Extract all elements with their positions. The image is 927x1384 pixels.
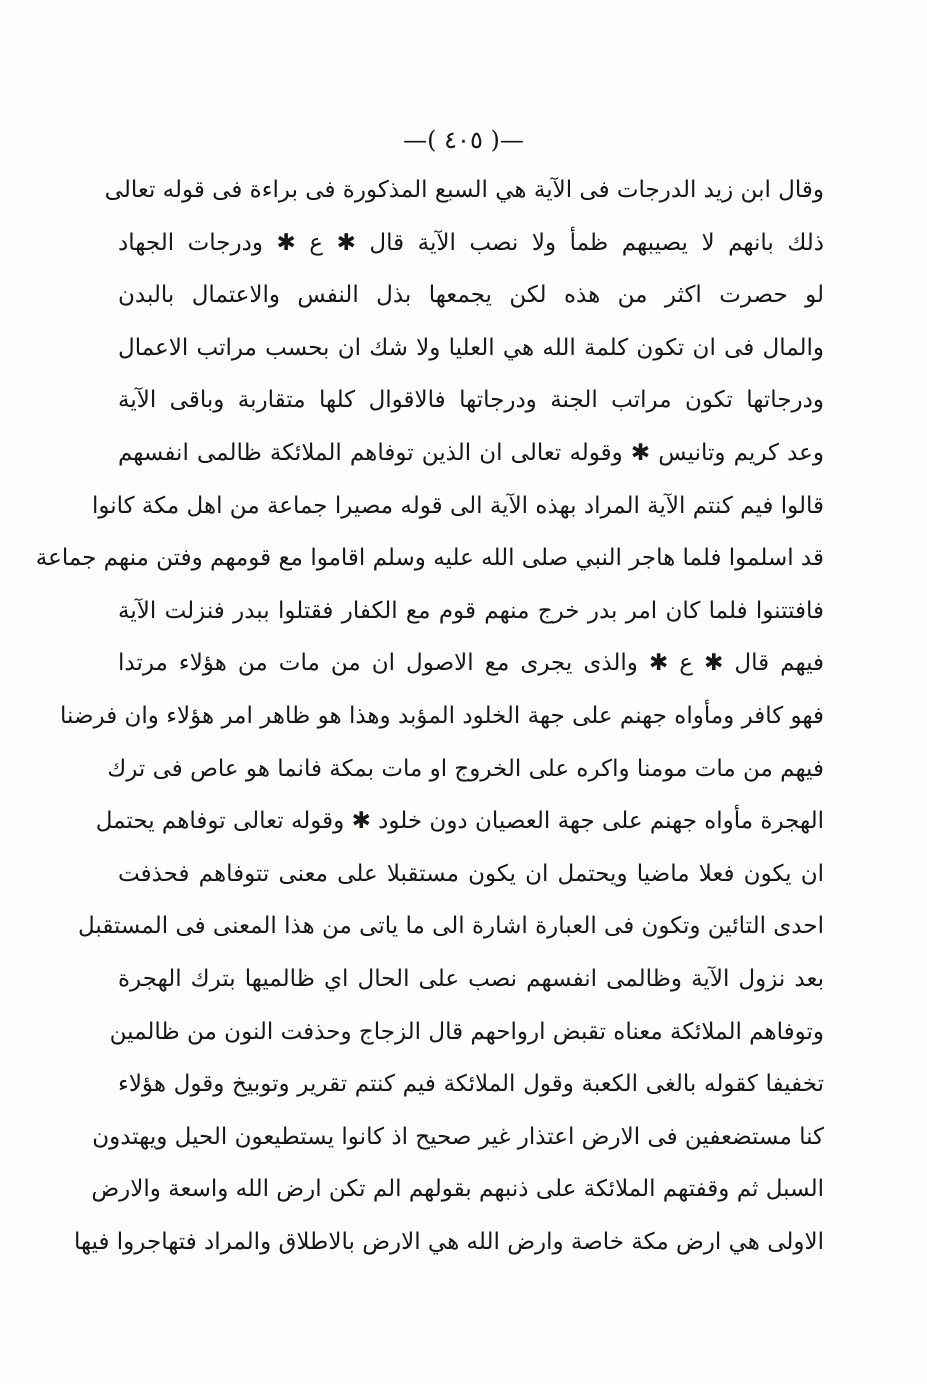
text-line: ذلك بانهم لا يصيبهم ظمأ ولا نصب الآية قال ✱ ع ✱ ودرجات الجهاد [118,229,824,256]
text-line: بعد نزول الآية وظالمى انفسهم نصب على الحال اي ظالميها بترك الهجرة [118,965,824,992]
text-line: قالوا فيم كنتم الآية المراد بهذه الآية الى قوله مصيرا جماعة من اهل مكة كانوا [91,492,824,519]
text-line: الاولى هي ارض مكة خاصة وارض الله هي الارض بالاطلاق والمراد فتهاجروا فيها [73,1228,824,1255]
text-line: لو حصرت اكثر من هذه لكن يجمعها بذل النفس والاعتمال بالبدن [118,282,824,309]
text-line: كنا مستضعفين فى الارض اعتذار غير صحيح اذ كانوا يستطيعون الحيل ويهتدون [92,1123,824,1150]
text-line: ودرجاتها تكون مراتب الجنة ودرجاتها فالاقوال كلها متقاربة وباقى الآية [118,387,824,414]
text-line: احدى التائين وتكون فى العبارة اشارة الى ما ياتى من هذا المعنى فى المستقبل [77,913,824,940]
text-line: وتوفاهم الملائكة معناه تقبض ارواحهم قال الزجاج وحذفت النون من ظالمين [109,1018,824,1045]
text-line: قد اسلموا فلما هاجر النبي صلى الله عليه وسلم اقاموا مع قومهم وفتن منهم جماعة [35,545,824,572]
text-line: فيهم من مات مومنا واكره على الخروج او مات بمكة فانما هو عاص فى ترك [107,755,824,782]
page-number: —( ٤٠٥ )— [403,126,524,154]
text-line: فيهم قال ✱ ع ✱ والذى يجرى مع الاصول ان من مات من هؤلاء مرتدا [118,650,824,677]
body-text [35,164,824,1268]
text-line: والمال فى ان تكون كلمة الله هي العليا ولا شك ان بحسب مراتب الاعمال [118,334,824,361]
text-line: وقال ابن زيد الدرجات فى الآية هي السبع المذكورة فى براءة فى قوله تعالى [104,177,824,203]
text-line: فافتتنوا فلما كان امر بدر خرج منهم قوم مع الكفار فقتلوا ببدر فنزلت الآية [118,597,824,624]
text-line: الهجرة مأواه جهنم على جهة العصيان دون خلود ✱ وقوله تعالى توفاهم يحتمل [95,808,824,835]
text-line: فهو كافر ومأواه جهنم على جهة الخلود المؤبد وهذا هو ظاهر امر هؤلاء وان فرضنا [60,702,824,729]
text-line: وعد كريم وتانيس ✱ وقوله تعالى ان الذين توفاهم الملائكة ظالمى انفسهم [118,439,824,466]
text-line: السبل ثم وقفتهم الملائكة على ذنبهم بقولهم الم تكن ارض الله واسعة والارض [91,1176,824,1203]
text-line: تخفيفا كقوله بالغى الكعبة وقول الملائكة فيم كنتم تقرير وتوبيخ وقول هؤلاء [118,1071,824,1098]
text-line: ان يكون فعلا ماضيا ويحتمل ان يكون مستقبلا على معنى تتوفاهم فحذفت [118,860,824,887]
